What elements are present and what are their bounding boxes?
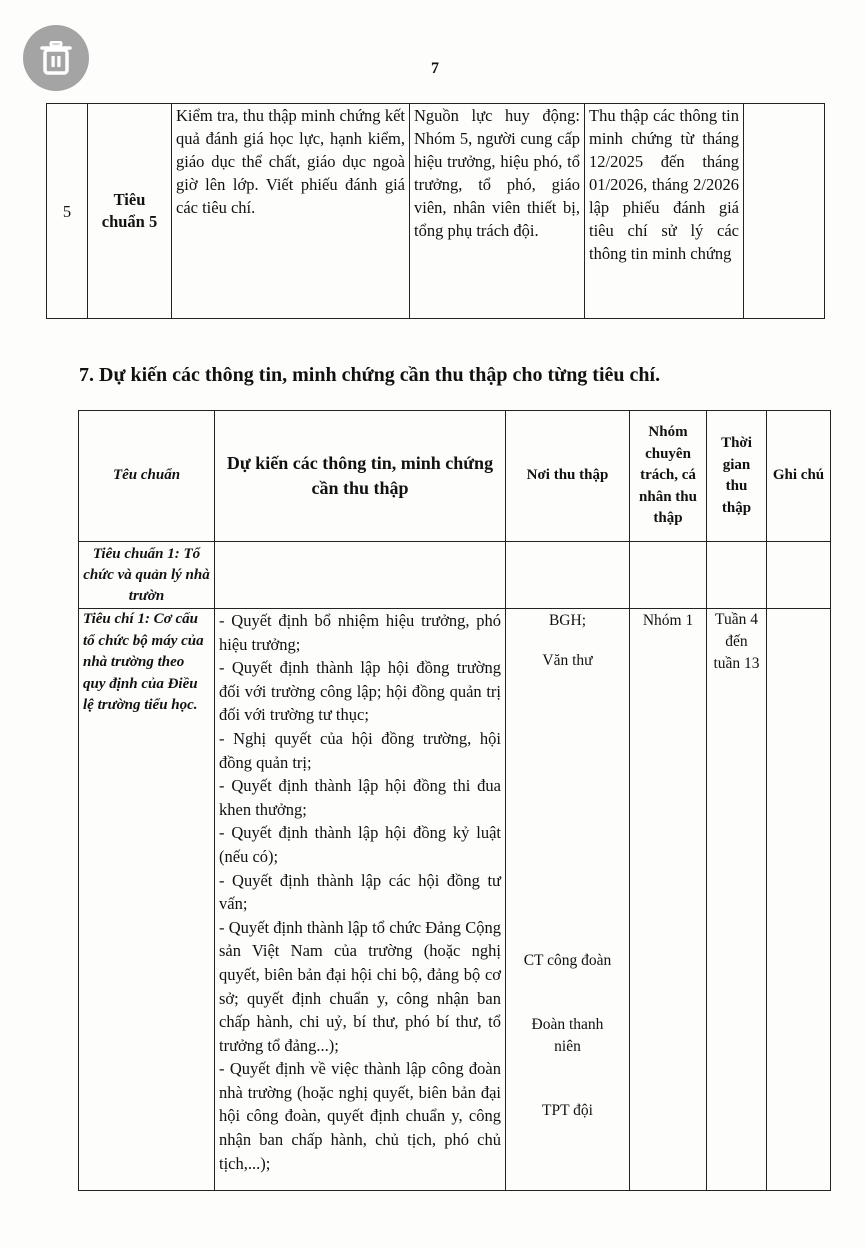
evidence-item: - Quyết định thành lập hội đồng thi đua khen thưởng; — [219, 776, 501, 819]
empty-cell — [707, 542, 767, 609]
plan-table — [46, 103, 825, 319]
location-item: BGH; — [548, 612, 587, 629]
row-number: 5 — [47, 104, 88, 319]
location-item: TPT đội — [542, 1102, 593, 1119]
header-location: Nơi thu thập — [506, 411, 630, 542]
standard-label: Tiêu chuẩn 1: Tổ chức và quản lý nhà trườn — [79, 542, 215, 609]
time-cell: Tuần 4 đến tuần 13 — [707, 609, 767, 1191]
section-heading: 7. Dự kiến các thông tin, minh chứng cần thu thập cho từng tiêu chí. — [79, 364, 661, 386]
evidence-item: - Quyết định thành lập hội đồng kỷ luật (nếu có); — [219, 823, 501, 866]
location-item: CT công đoàn — [523, 952, 612, 969]
evidence-table — [78, 410, 831, 1191]
task-cell: Kiểm tra, thu thập minh chứng kết quả đánh giá học lực, hạnh kiểm, giáo dục thể chất, giáo dục ngoà giờ lên lớp. Viết phiếu đánh giá các tiêu chí. — [172, 104, 410, 319]
criterion-row — [79, 609, 831, 1191]
delete-button[interactable] — [23, 25, 89, 91]
location-item: Văn thư — [542, 652, 593, 669]
group-cell: Nhóm 1 — [630, 609, 707, 1191]
header-evidence: Dự kiến các thông tin, minh chứng cần thu thập — [215, 411, 506, 542]
empty-cell — [506, 542, 630, 609]
criterion-label: Tiêu chí 1: Cơ cấu tổ chức bộ máy của nhà trường theo quy định của Điều lệ trường tiểu học. — [79, 609, 215, 1191]
evidence-item: - Nghị quyết của hội đồng trường, hội đồng quản trị; — [219, 728, 501, 772]
location-cell — [506, 609, 630, 1191]
evidence-item: - Quyết định thành lập tổ chức Đảng Cộng sản Việt Nam của trường (hoặc nghị quyết, biên bản đại hội chi bộ, đảng bộ cơ sở; quyết định chuẩn y, công nhận ban chấp hành, chi uỷ, bí thư, phó bí thư, tổ trưởng tổ đảng...); — [219, 917, 501, 1055]
header-time: Thời gian thu thập — [707, 411, 767, 542]
evidence-item: - Quyết định thành lập hội đồng trường đối với trường công lập; hội đồng quản trị đối với trường tư thục; — [219, 658, 501, 725]
location-item: Đoàn thanh niên — [531, 1016, 604, 1055]
standard-name-line1: Tiêu — [113, 190, 146, 209]
page-number: 7 — [431, 60, 439, 77]
empty-cell — [767, 542, 831, 609]
header-row — [79, 411, 831, 542]
trash-icon — [40, 41, 72, 75]
empty-cell — [215, 542, 506, 609]
header-standard: Têu chuẩn — [79, 411, 215, 542]
evidence-item: - Quyết định bổ nhiệm hiệu trưởng, phó hiệu trưởng; — [219, 611, 501, 654]
standard-name-line2: chuẩn 5 — [101, 212, 158, 231]
header-group: Nhóm chuyên trách, cá nhân thu thập — [630, 411, 707, 542]
resources-cell: Nguồn lực huy động: Nhóm 5, người cung cấp hiệu trưởng, hiệu phó, tổ trưởng, tổ phó, giáo viên, nhân viên thiết bị, tổng phụ trách đội. — [410, 104, 585, 319]
evidence-item: - Quyết định thành lập các hội đồng tư vấn; — [219, 870, 501, 914]
timeline-cell: Thu thập các thông tin minh chứng từ tháng 12/2025 đến tháng 01/2026, tháng 2/2026 lập phiếu đánh giá tiêu chí sử lý các thông tin minh chứng — [585, 104, 744, 319]
header-note: Ghi chú — [767, 411, 831, 542]
evidence-item: - Quyết định về việc thành lập công đoàn nhà trường (hoặc nghị quyết, biên bản đại hội công đoàn, quyết định chuẩn y, công nhận ban chấp hành, chủ tịch, phó chủ tịch,...); — [219, 1059, 501, 1173]
standard-name — [88, 104, 172, 319]
note-cell — [767, 609, 831, 1191]
note-cell — [744, 104, 825, 319]
table-row — [47, 104, 825, 319]
evidence-list — [215, 609, 506, 1191]
standard-row — [79, 542, 831, 609]
empty-cell — [630, 542, 707, 609]
